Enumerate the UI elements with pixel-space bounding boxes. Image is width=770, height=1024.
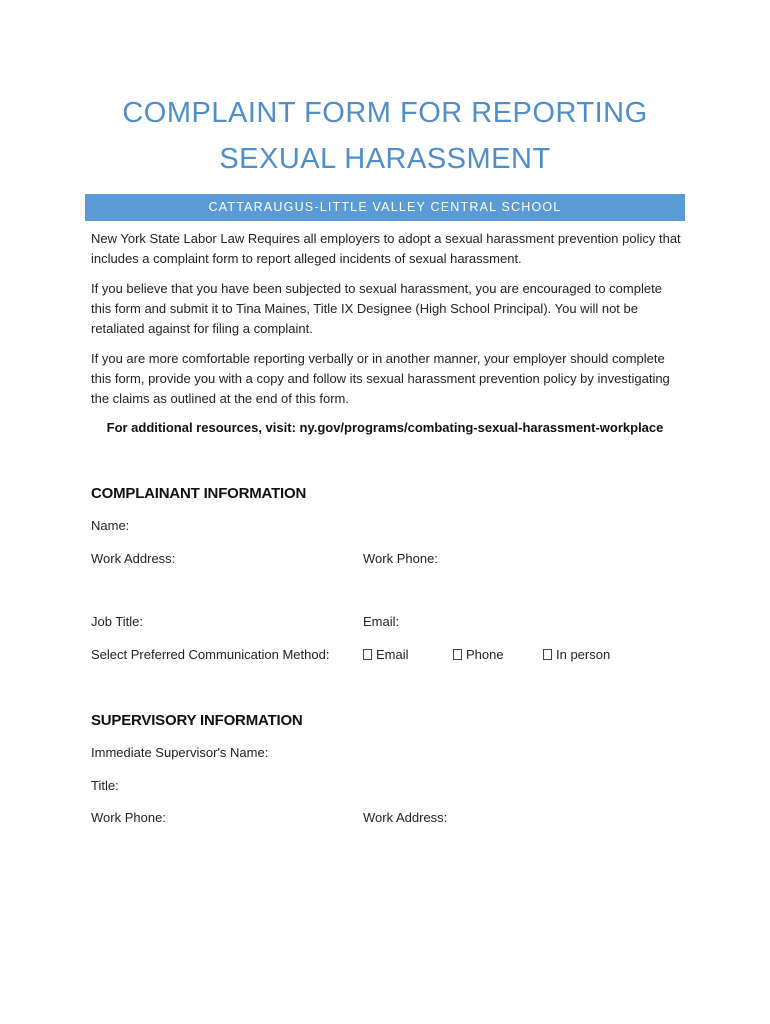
intro-paragraph-1: New York State Labor Law Requires all employers to adopt a sexual harassment prevention policy that includes a complaint form to report alleged incidents of sexual harassment.: [91, 231, 681, 266]
intro-paragraph-3: If you are more comfortable reporting verbally or in another manner, your employer should complete this form, provide you with a copy and follow its sexual harassment prevention policy by investigating the claims as outlined at the end of this form.: [91, 351, 670, 406]
option-in-person-label: In person: [556, 647, 611, 662]
supervisor-work-phone-field-label: Work Phone:: [91, 810, 166, 825]
supervisory-heading: SUPERVISORY INFORMATION: [91, 712, 303, 729]
intro-paragraph-2: If you believe that you have been subjected to sexual harassment, you are encouraged to complete this form and submit it to Tina Maines, Title IX Designee (High School Principal). You will not be retaliated against for filing a complaint.: [91, 281, 662, 336]
checkbox-phone[interactable]: [453, 649, 462, 660]
supervisor-name-field-label: Immediate Supervisor's Name:: [91, 745, 269, 760]
checkbox-in-person[interactable]: [543, 649, 552, 660]
work-phone-field-label: Work Phone:: [363, 551, 438, 566]
form-title-line2: SEXUAL HARASSMENT: [219, 143, 551, 175]
work-address-field-label: Work Address:: [91, 551, 176, 566]
email-field-label: Email:: [363, 614, 400, 629]
communication-method-label: Select Preferred Communication Method:: [91, 647, 330, 662]
option-email-label: Email: [376, 647, 409, 662]
school-banner: CATTARAUGUS-LITTLE VALLEY CENTRAL SCHOOL: [85, 194, 685, 221]
option-email[interactable]: [363, 647, 409, 662]
form-title-line1: COMPLAINT FORM FOR REPORTING: [122, 97, 648, 129]
complainant-heading: COMPLAINANT INFORMATION: [91, 485, 307, 502]
supervisor-work-address-field-label: Work Address:: [363, 810, 448, 825]
supervisor-title-field-label: Title:: [91, 778, 119, 793]
option-phone-label: Phone: [466, 647, 504, 662]
name-field-label: Name:: [91, 518, 130, 533]
option-in-person[interactable]: [543, 647, 610, 662]
job-title-field-label: Job Title:: [91, 614, 144, 629]
resources-link-text: For additional resources, visit: ny.gov/programs/combating-sexual-harassment-workplace: [106, 420, 664, 435]
option-phone[interactable]: [453, 647, 504, 662]
checkbox-email[interactable]: [363, 649, 372, 660]
